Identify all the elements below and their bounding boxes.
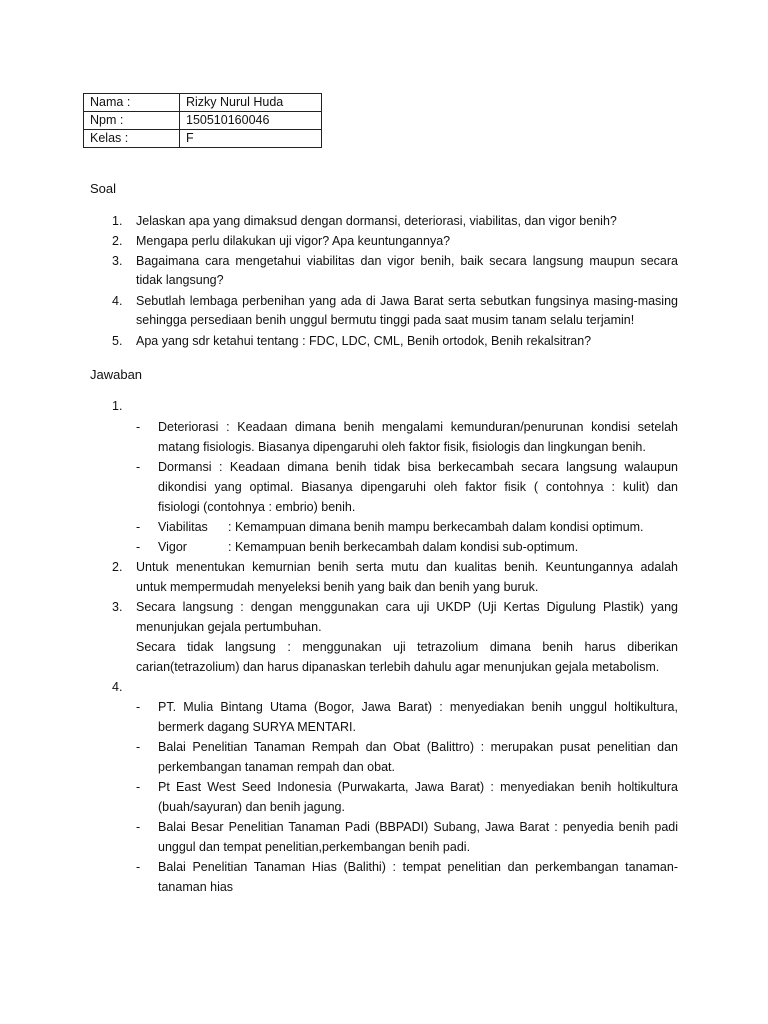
question-number: 5. <box>112 334 123 348</box>
question-text: Sebutlah lembaga perbenihan yang ada di Jawa Barat serta sebutkan fungsinya masing-masing <box>136 294 678 308</box>
question-text: tidak langsung? <box>136 273 224 287</box>
question-text: Jelaskan apa yang dimaksud dengan dormansi, deteriorasi, viabilitas, dan vigor benih? <box>136 214 617 228</box>
answer-text: dikondisi yang optimal. Biasanya dipengaruhi oleh faktor fisik ( contohnya : kulit) dan <box>158 480 678 494</box>
info-value: 150510160046 <box>180 112 322 130</box>
info-row-nama <box>84 94 322 112</box>
answer-text: Untuk menentukan kemurnian benih serta mutu dan kualitas benih. Keuntungannya adalah <box>136 560 678 574</box>
info-label: Nama : <box>84 94 180 112</box>
answer-term: Vigor <box>158 540 187 554</box>
question-text: sehingga persediaan benih unggul bermutu tinggi pada saat musim tanam selalu terjamin! <box>136 313 635 327</box>
question-number: 1. <box>112 214 123 228</box>
question-number: 4. <box>112 294 123 308</box>
bullet-dash: - <box>136 540 141 554</box>
info-label: Npm : <box>84 112 180 130</box>
answer-text: Balai Penelitian Tanaman Hias (Balithi) : tempat penelitian dan perkembangan tanaman- <box>158 860 678 874</box>
answer-text: Balai Besar Penelitian Tanaman Padi (BBPADI) Subang, Jawa Barat : penyedia benih padi <box>158 820 678 834</box>
answer-text: Deteriorasi : Keadaan dimana benih mengalami kemunduran/penurunan kondisi setelah <box>158 420 678 434</box>
answer-text: Secara tidak langsung : menggunakan uji tetrazolium dimana benih harus diberikan <box>136 640 678 654</box>
answer-text: Pt East West Seed Indonesia (Purwakarta, Jawa Barat) : menyediakan benih holtikultura <box>158 780 678 794</box>
answer-text: Dormansi : Keadaan dimana benih tidak bisa berkecambah secara langsung walaupun <box>158 460 678 474</box>
answer-text: unggul dan tempat penelitian,perkembangan benih padi. <box>158 840 471 854</box>
answer-text: Balai Penelitian Tanaman Rempah dan Obat (Balittro) : merupakan pusat penelitian dan <box>158 740 678 754</box>
answer-term: Viabilitas <box>158 520 208 534</box>
answer-text: fisiologi (contohnya : embrio) benih. <box>158 500 356 514</box>
bullet-dash: - <box>136 740 141 754</box>
question-text: Bagaimana cara mengetahui viabilitas dan vigor benih, baik secara langsung maupun secara <box>136 254 678 268</box>
answer-text: PT. Mulia Bintang Utama (Bogor, Jawa Barat) : menyediakan benih unggul holtikultura, <box>158 700 678 714</box>
student-info-table <box>83 93 322 148</box>
answer-text: Secara langsung : dengan menggunakan cara uji UKDP (Uji Kertas Digulung Plastik) yang <box>136 600 678 614</box>
question-text: Apa yang sdr ketahui tentang : FDC, LDC, CML, Benih ortodok, Benih rekalsitran? <box>136 334 592 348</box>
bullet-dash: - <box>136 420 141 434</box>
jawaban-heading: Jawaban <box>90 367 143 382</box>
bullet-dash: - <box>136 780 141 794</box>
answer-text: : Kemampuan dimana benih mampu berkecambah dalam kondisi optimum. <box>228 520 644 534</box>
question-number: 2. <box>112 234 123 248</box>
answer-text: tanaman hias <box>158 880 234 894</box>
bullet-dash: - <box>136 700 141 714</box>
answer-text: untuk mempermudah menyeleksi benih yang baik dan benih yang buruk. <box>136 580 539 594</box>
info-value: Rizky Nurul Huda <box>180 94 322 112</box>
answer-number: 3. <box>112 600 123 614</box>
answer-text: perkembangan tanaman rempah dan obat. <box>158 760 395 774</box>
answer-text: bermerk dagang SURYA MENTARI. <box>158 720 356 734</box>
question-number: 3. <box>112 254 123 268</box>
answer-text: (buah/sayuran) dan benih jagung. <box>158 800 345 814</box>
answer-number: 4. <box>112 680 123 694</box>
info-label: Kelas : <box>84 130 180 148</box>
soal-heading: Soal <box>90 181 117 196</box>
question-text: Mengapa perlu dilakukan uji vigor? Apa keuntungannya? <box>136 234 451 248</box>
info-value: F <box>180 130 322 148</box>
bullet-dash: - <box>136 860 141 874</box>
bullet-dash: - <box>136 520 141 534</box>
answer-text: carian(tetrazolium) dan harus dipanaskan terlebih dahulu agar menunjukan gejala metabolism. <box>136 660 660 674</box>
info-row-kelas <box>84 130 322 148</box>
answer-number: 2. <box>112 560 123 574</box>
answer-number: 1. <box>112 399 123 413</box>
answer-text: : Kemampuan benih berkecambah dalam kondisi sub-optimum. <box>228 540 579 554</box>
bullet-dash: - <box>136 820 141 834</box>
info-row-npm <box>84 112 322 130</box>
answer-text: menunjukan gejala pertumbuhan. <box>136 620 322 634</box>
bullet-dash: - <box>136 460 141 474</box>
answer-text: matang fisiologis. Biasanya dipengaruhi oleh faktor fisik, fisiologis dan lingkungan benih. <box>158 440 646 454</box>
